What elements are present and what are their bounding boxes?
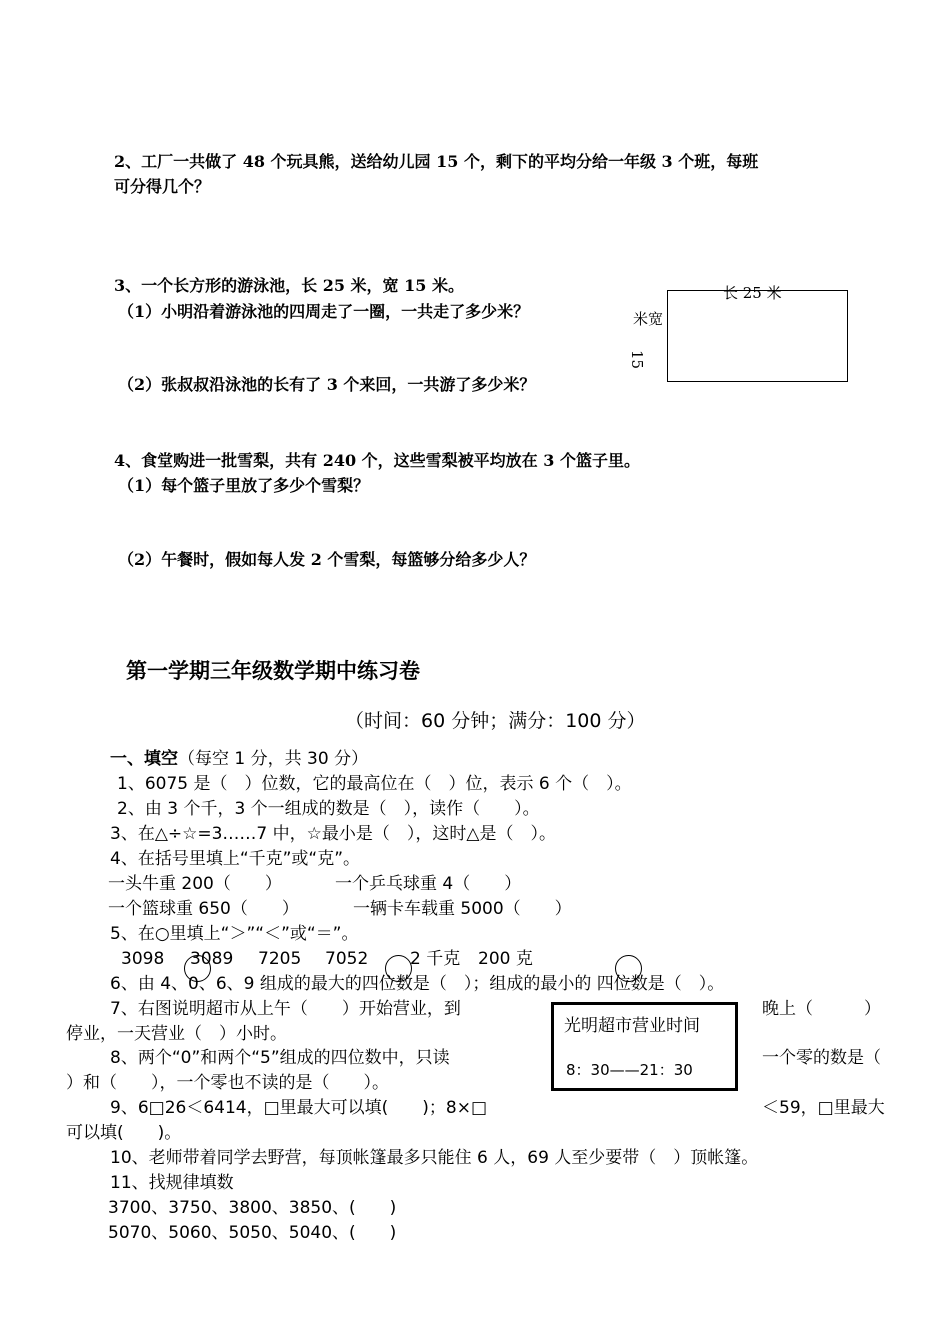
compare-2kg: 2 千克 bbox=[410, 949, 461, 969]
store-hours-time: 8：30——21：30 bbox=[566, 1061, 693, 1079]
fill-q11: 11、找规律填数 bbox=[110, 1173, 234, 1193]
q3-title: 3、一个长方形的游泳池，长 25 米，宽 15 米。 bbox=[114, 276, 464, 295]
q4-sub2: （2）午餐时，假如每人发 2 个雪梨，每篮够分给多少人？ bbox=[118, 550, 536, 569]
pool-length-label: 长 25 米 bbox=[723, 284, 782, 302]
exam-subtitle: （时间：60 分钟；满分：100 分） bbox=[345, 710, 646, 732]
fill-q4-b: 一个乒乓球重 4（ ） bbox=[335, 874, 522, 894]
q3-sub2: （2）张叔叔沿泳池的长有了 3 个来回，一共游了多少米？ bbox=[118, 375, 536, 394]
store-hours-box bbox=[551, 1002, 738, 1091]
fill-q1: 1、6075 是（ ）位数，它的最高位在（ ）位，表示 6 个（ ）。 bbox=[117, 774, 632, 794]
compare-7052: 7052 bbox=[325, 949, 369, 969]
section1-title: 一、填空 bbox=[110, 749, 178, 769]
store-hours-title: 光明超市营业时间 bbox=[564, 1016, 700, 1036]
section1-note: （每空 1 分，共 30 分） bbox=[178, 749, 369, 769]
compare-3098: 3098 bbox=[121, 949, 165, 969]
pool-width-label: 米宽 bbox=[633, 310, 664, 328]
fill-q3: 3、在△÷☆=3……7 中，☆最小是（ ），这时△是（ ）。 bbox=[110, 824, 556, 844]
compare-200g: 200 克 bbox=[478, 949, 533, 969]
fill-q4-c: 一个篮球重 650（ ） bbox=[108, 899, 299, 919]
q4-sub1: （1）每个篮子里放了多少个雪梨？ bbox=[118, 476, 370, 495]
fill-q5: 5、在○里填上“＞”“＜”或“＝”。 bbox=[110, 924, 359, 944]
compare-7205: 7205 bbox=[258, 949, 302, 969]
fill-q9-c: 可以填( )。 bbox=[66, 1123, 182, 1143]
q4-title: 4、食堂购进一批雪梨，共有 240 个，这些雪梨被平均放在 3 个篮子里。 bbox=[114, 451, 640, 470]
fill-q8-b: 一个零的数是（ bbox=[762, 1048, 881, 1068]
fill-q4-d: 一辆卡车载重 5000（ ） bbox=[353, 899, 572, 919]
q2-line2: 可分得几个？ bbox=[114, 177, 211, 196]
fill-q4: 4、在括号里填上“千克”或“克”。 bbox=[110, 849, 361, 869]
fill-q7-b: 晚上（ ） bbox=[762, 999, 881, 1019]
q2-line1: 2、工厂一共做了 48 个玩具熊，送给幼儿园 15 个，剩下的平均分给一年级 3 个班，每班 bbox=[114, 152, 759, 171]
section1-header bbox=[110, 748, 368, 770]
exam-title: 第一学期三年级数学期中练习卷 bbox=[126, 659, 420, 683]
fill-q4-a: 一头牛重 200（ ） bbox=[108, 874, 282, 894]
fill-q11-a: 3700、3750、3800、3850、( ) bbox=[108, 1198, 397, 1218]
fill-q7-a: 7、右图说明超市从上午（ ）开始营业，到 bbox=[110, 999, 461, 1019]
fill-q9-b: ＜59，□里最大 bbox=[762, 1098, 885, 1118]
fill-q6: 6、由 4、0、6、9 组成的最大的四位数是（ ）；组成的最小的 四位数是（ ）。 bbox=[110, 974, 725, 994]
pool-width-number: 15 bbox=[628, 350, 646, 370]
fill-q8-c: ）和（ ），一个零也不读的是（ ）。 bbox=[66, 1073, 389, 1093]
q3-sub1: （1）小明沿着游泳池的四周走了一圈，一共走了多少米？ bbox=[118, 302, 530, 321]
fill-q9-a: 9、6□26＜6414，□里最大可以填( )；8×□ bbox=[110, 1098, 488, 1118]
fill-q10: 10、老师带着同学去野营，每顶帐篷最多只能住 6 人，69 人至少要带（ ）顶帐篷。 bbox=[110, 1148, 759, 1168]
fill-q7-c: 停业，一天营业（ ）小时。 bbox=[66, 1024, 287, 1044]
fill-q8-a: 8、两个“0”和两个“5”组成的四位数中，只读 bbox=[110, 1048, 450, 1068]
fill-q11-b: 5070、5060、5050、5040、( ) bbox=[108, 1223, 397, 1243]
fill-q2: 2、由 3 个千，3 个一组成的数是（ ），读作（ ）。 bbox=[117, 799, 540, 819]
compare-3089: 3089 bbox=[190, 949, 234, 969]
